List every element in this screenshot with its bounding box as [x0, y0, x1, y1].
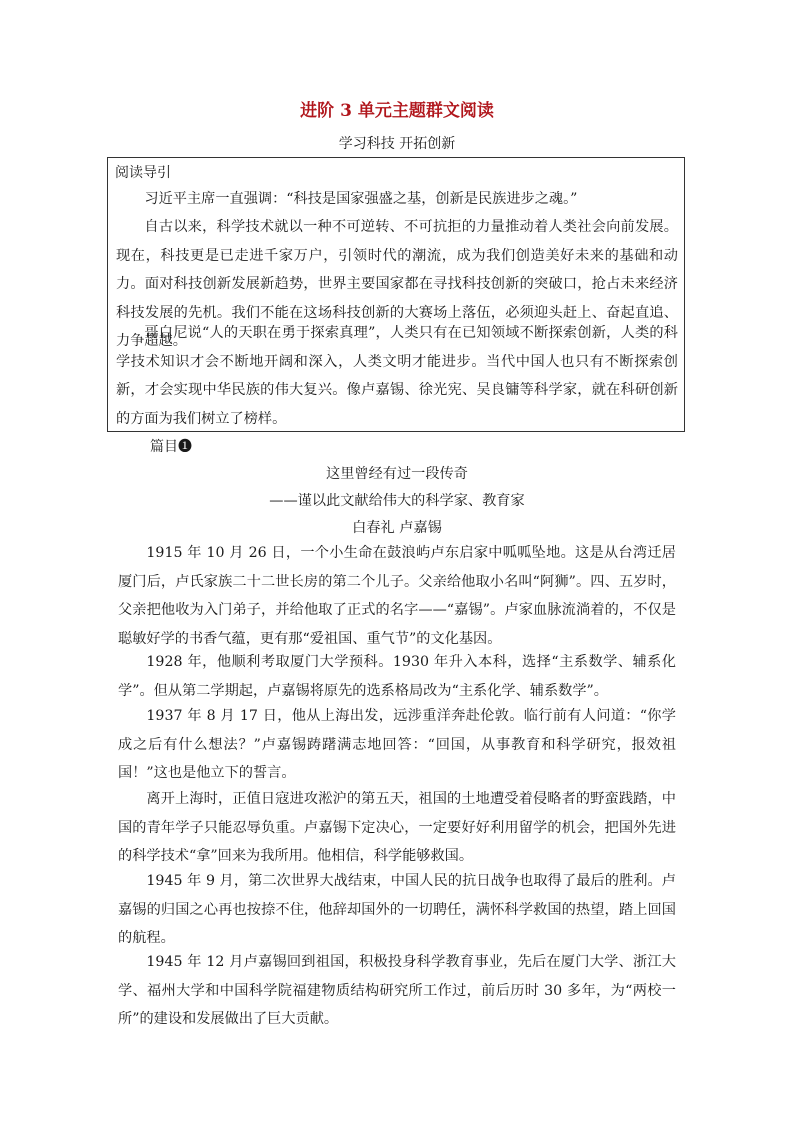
- reading-guide-label: 阅读导引: [115, 165, 171, 181]
- page-subtitle: 学习科技 开拓创新: [338, 136, 456, 152]
- article-paragraph: 1937 年 8 月 17 日，他从上海出发，远涉重洋奔赴伦敦。临行前有人问道：“你学成之后有什么想法？”卢嘉锡踌躇满志地回答：“回国，从事教育和科学研究，报效祖国！”这也是他立下的誓言。: [118, 708, 676, 782]
- article-paragraph: 1945 年 12 月卢嘉锡回到祖国，积极投身科学教育事业，先后在厦门大学、浙江大学、福州大学和中国科学院福建物质结构研究所工作过，前后历时 30 多年，为“两校一所”的建设和发展做出了巨大贡献。: [118, 954, 676, 1028]
- guide-paragraph: 自古以来，科学技术就以一种不可逆转、不可抗拒的力量推动着人类社会向前发展。现在，科技更是已走进千家万户，引领时代的潮流，成为我们创造美好未来的基础和动力。面对科技创新发展新趋势，世界主要国家都在寻找科技创新的突破口，抢占未来经济科技发展的先机。我们不能在这场科技创新的大赛场上落伍，必须迎头赶上、奋起直追、力争超越。: [116, 219, 678, 350]
- guide-paragraph: 哥白尼说“人的天职在勇于探索真理”，人类只有在已知领域不断探索创新，人类的科学技术知识才会不断地开阔和深入，人类文明才能进步。当代中国人也只有不断探索创新，才会实现中华民族的伟大复兴。像卢嘉锡、徐光宪、吴良镛等科学家，就在科研创新的方面为我们树立了榜样。: [116, 325, 678, 427]
- article-paragraph: 1915 年 10 月 26 日，一个小生命在鼓浪屿卢东启家中呱呱坠地。这是从台湾迁居厦门后，卢氏家族二十二世长房的第二个儿子。父亲给他取小名叫“阿狮”。四、五岁时，父亲把他收为入门弟子，并给他取了正式的名字——“嘉锡”。卢家血脉流淌着的，不仅是聪敏好学的书香气蕴，更有那“爱祖国、重气节”的文化基因。: [118, 545, 676, 647]
- article-subtitle: ——谨以此文献给伟大的科学家、教育家: [269, 493, 525, 509]
- article-title: 这里曾经有过一段传奇: [326, 466, 468, 482]
- reading-guide-box: [107, 157, 685, 432]
- article-paragraph: 离开上海时，正值日寇进攻淞沪的第五天，祖国的土地遭受着侵略者的野蛮践踏，中国的青年学子只能忍辱负重。卢嘉锡下定决心，一定要好好利用留学的机会，把国外先进的科学技术“拿”回来为我所用。他相信，科学能够救国。: [118, 791, 676, 865]
- guide-paragraph: 习近平主席一直强调：“科技是国家强盛之基，创新是民族进步之魂。”: [144, 191, 578, 207]
- article-paragraph: 1928 年，他顺利考取厦门大学预科。1930 年升入本科，选择“主系数学、辅系化学”。但从第二学期起，卢嘉锡将原先的选系格局改为“主系化学、辅系数学”。: [118, 654, 676, 699]
- article-paragraph: 1945 年 9 月，第二次世界大战结束，中国人民的抗日战争也取得了最后的胜利。卢嘉锡的归国之心再也按捺不住，他辞却国外的一切聘任，满怀科学救国的热望，踏上回国的航程。: [118, 873, 676, 947]
- page-title: 进阶 3 单元主题群文阅读: [300, 101, 494, 121]
- article-author: 白春礼 卢嘉锡: [352, 520, 442, 536]
- section-label: 篇目❶: [150, 439, 192, 455]
